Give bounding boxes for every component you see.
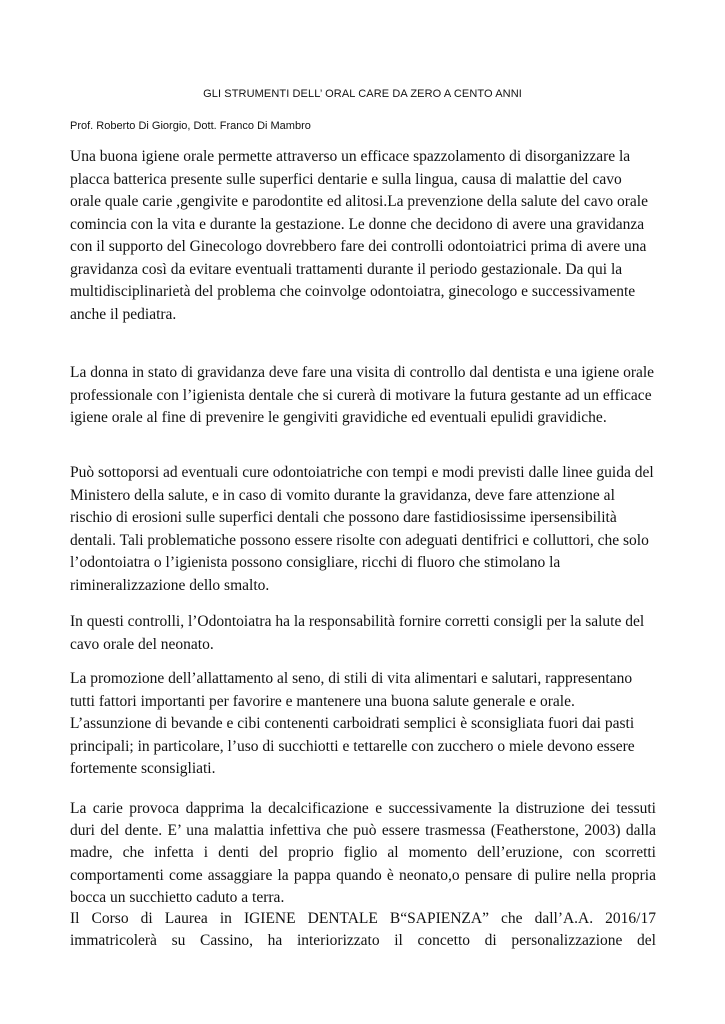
paragraph-breastfeeding: La promozione dell’allattamento al seno, di stili di vita alimentari e salutari, rappresentano tutti fattori importanti per favorire e mantenere una buona salute generale e orale. L’assunzione di bevande e cibi contenenti carboidrati semplici è sconsigliata fuori dai pasti principali; in particolare, l’uso di succhiotti e tettarelle con zucchero o miele devono essere fortemente sconsigliati. bbox=[70, 670, 635, 777]
degree-course-line-2: immatricolerà su Cassino, ha interiorizzato il concetto di personalizzazione del bbox=[70, 932, 656, 950]
paragraph-degree-course bbox=[70, 908, 656, 952]
document-authors: Prof. Roberto Di Giorgio, Dott. Franco Di Mambro bbox=[70, 120, 311, 132]
paragraph-oral-hygiene-prevention: Una buona igiene orale permette attraverso un efficace spazzolamento di disorganizzare la placca batterica presente sulle superfici dentarie e sulla lingua, causa di malattie del cavo orale quale carie ,gengivite e parodontite ed alitosi.La prevenzione della salute del cavo orale comincia con la vita e durante la gestazione. Le donne che decidono di avere una gravidanza con il supporto del Ginecologo dovrebbero fare dei controlli odontoiatrici prima di avere una gravidanza così da evitare eventuali trattamenti durante il periodo gestazionale. Da qui la multidisciplinarietà del problema che coinvolge odontoiatra, ginecologo e successivamente anche il pediatra. bbox=[70, 148, 648, 323]
paragraph-pregnancy-visit: La donna in stato di gravidanza deve fare una visita di controllo dal dentista e una igiene orale professionale con l’igienista dentale che si curerà di motivare la futura gestante ad un efficace igiene orale al fine di prevenire le gengiviti gravidiche ed eventuali epulidi gravidiche. bbox=[70, 364, 655, 426]
paragraph-caries: La carie provoca dapprima la decalcificazione e successivamente la distruzione dei tessuti duri del dente. E’ una malattia infettiva che può essere trasmessa (Featherstone, 2003) dalla madre, che infetta i denti del proprio figlio al momento dell’eruzione, con scorretti comportamenti come assaggiare la pappa quando è neonato,o pensare di pulire nella propria bocca un succhietto caduto a terra. bbox=[70, 800, 656, 906]
degree-course-line-1: Il Corso di Laurea in IGIENE DENTALE B“SAPIENZA” che dall’A.A. 2016/17 bbox=[70, 910, 656, 927]
paragraph-dentist-responsibility: In questi controlli, l’Odontoiatra ha la responsabilità fornire corretti consigli per la salute del cavo orale del neonato. bbox=[70, 613, 645, 653]
paragraph-dental-treatments: Può sottoporsi ad eventuali cure odontoiatriche con tempi e modi previsti dalle linee guida del Ministero della salute, e in caso di vomito durante la gravidanza, deve fare attenzione al rischio di erosioni sulle superfici dentali che possono dare fastidiosissime ipersensibilità dentali. Tali problematiche possono essere risolte con adeguati dentifrici e colluttori, che solo l’odontoiatra o l’igienista possono consigliare, ricchi di fluoro che stimolano la rimineralizzazione dello smalto. bbox=[70, 464, 654, 594]
document-title: GLI STRUMENTI DELL’ ORAL CARE DA ZERO A CENTO ANNI bbox=[203, 88, 522, 100]
